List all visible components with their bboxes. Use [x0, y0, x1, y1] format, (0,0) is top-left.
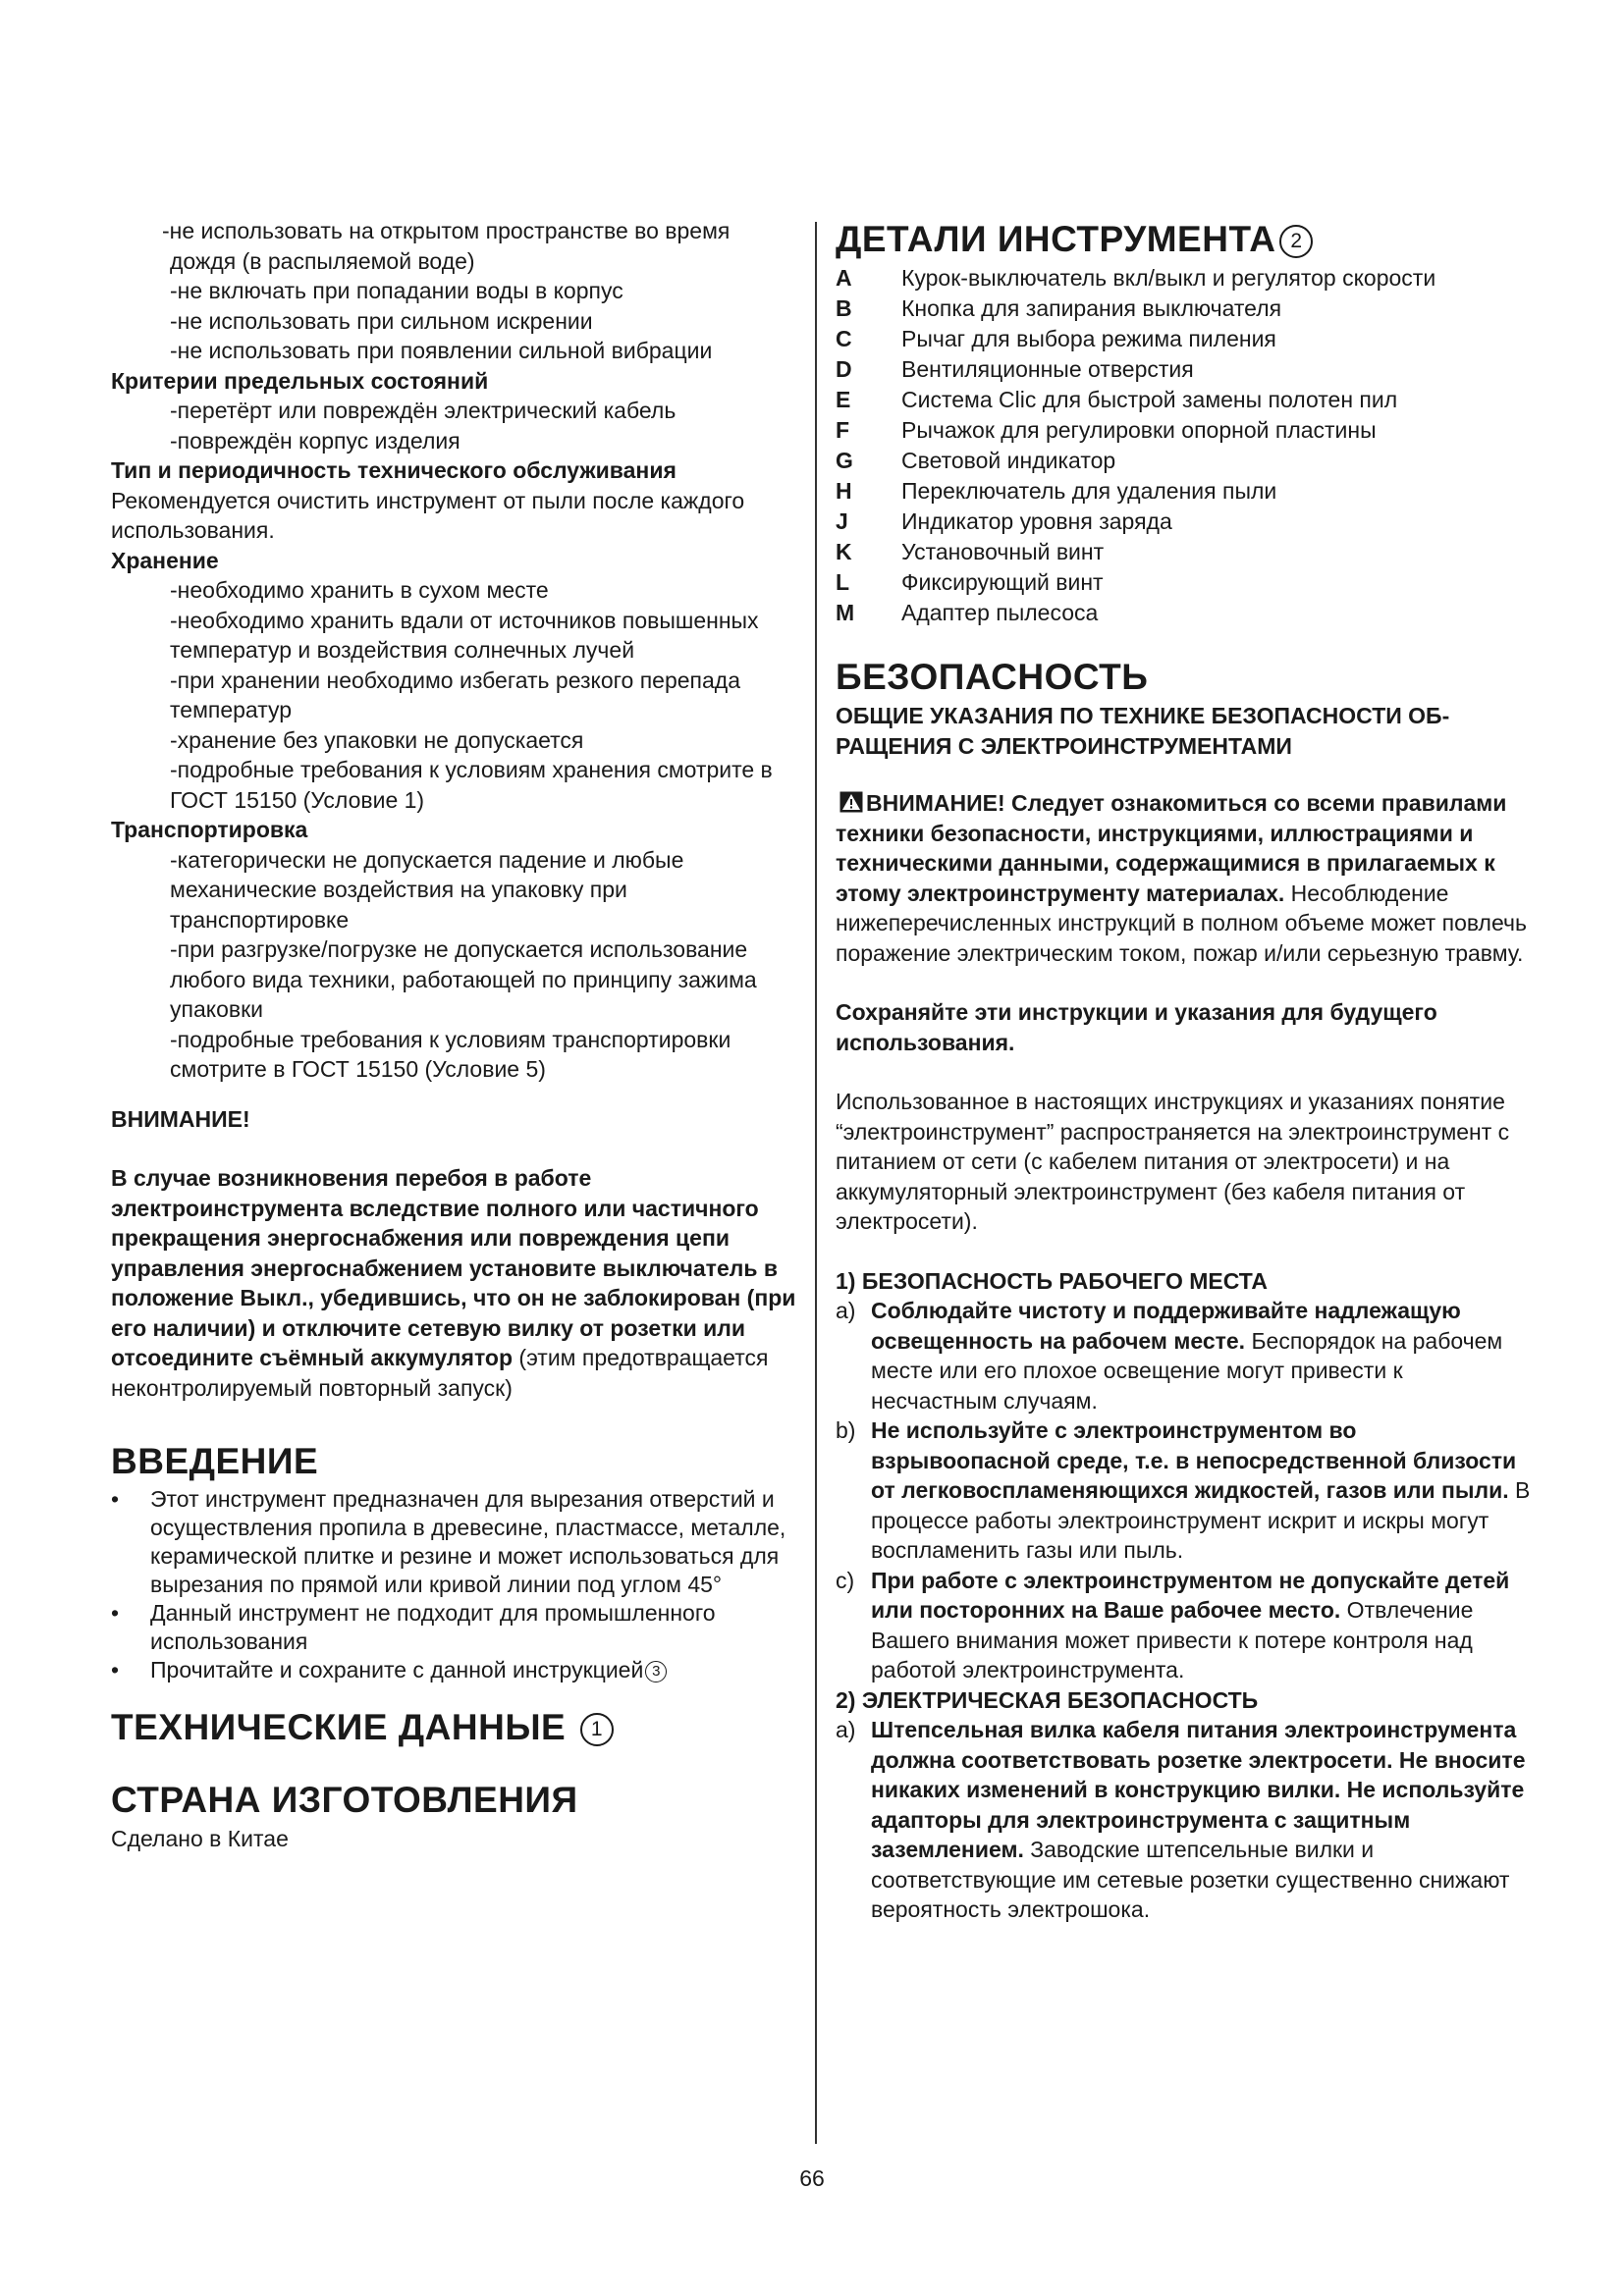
keep-instructions: Сохраняйте эти инструкции и указания для будущего использования.	[836, 999, 1437, 1055]
parts-heading	[836, 218, 1533, 261]
part-text: Курок-выключатель вкл/выкл и регулятор скорости	[901, 265, 1436, 291]
part-row	[836, 537, 1533, 567]
safety-heading: БЕЗОПАСНОСТЬ	[836, 657, 1149, 697]
intro-item-text: Этот инструмент предназначен для вырезания отверстий и осуществления пропила в древесине, пластмассе, металле, керамической плитке и резине и может использоваться для вырезания по прямой или кривой линии под углом 45°	[150, 1486, 786, 1597]
figure-ref-icon: 1	[580, 1713, 614, 1746]
term-definition: Использованное в настоящих инструкциях и указаниях понятие “электроинструмент” распространяется на электроинструмент с питанием от сети (с кабелем питания от электросети) и на аккумуляторный электроинструмент (без кабеля питания от электросети).	[836, 1089, 1510, 1234]
part-row	[836, 446, 1533, 476]
attention-bold: В случае возникновения перебоя в работе электроинструмента вследствие полного или частичного прекращения энергоснабжения или повреждения цепи управления энергоснабжением установите выключатель в положение Выкл., убедившись, что он не заблокирован (при его наличии) и отключите сетевую вилку от розетки или отсоедините съёмный аккумулятор	[111, 1165, 796, 1370]
part-text: Световой индикатор	[901, 448, 1116, 473]
part-row	[836, 354, 1533, 385]
part-letter: D	[836, 356, 852, 382]
part-text: Вентиляционные отверстия	[901, 356, 1194, 382]
intro-heading: ВВЕДЕНИЕ	[111, 1441, 319, 1481]
item-normal: В процессе работы электроинструмент искрит и искры могут воспламенить газы или пыль.	[871, 1477, 1531, 1563]
part-letter: H	[836, 478, 852, 504]
warning-triangle-icon	[839, 791, 863, 813]
limit-item: -повреждён корпус изделия	[170, 427, 460, 454]
storage-item: -подробные требования к условиям хранения смотрите в ГОСТ 15150 (Условие 1)	[170, 757, 773, 813]
tech-data-heading	[111, 1706, 798, 1749]
item-bold: При работе с электроинструментом не допускайте детей или посторонних на Ваше рабочее место.	[871, 1567, 1510, 1623]
warning-bold: ВНИМАНИЕ! Следует ознакомиться со всеми правилами техники безопасности, инструкциями, иллюстрациями и техническими данными, содержащимися в прилагаемых к этому электроинструменту материалах.	[836, 790, 1507, 906]
part-row	[836, 567, 1533, 598]
part-text: Система Clic для быстрой замены полотен пил	[901, 387, 1398, 412]
electrical-safety-heading: 2) ЭЛЕКТРИЧЕСКАЯ БЕЗОПАСНОСТЬ	[836, 1686, 1259, 1713]
usage-item: -не использовать при сильном искрении	[170, 307, 593, 334]
part-text: Адаптер пылесоса	[901, 600, 1099, 625]
safety-item	[836, 1296, 1533, 1415]
part-letter: F	[836, 417, 850, 443]
item-normal: Заводские штепсельные вилки и соответствующие им сетевые розетки существенно снижают вероятность электрошока.	[871, 1837, 1510, 1922]
storage-item: -хранение без упаковки не допускается	[170, 726, 584, 753]
storage-item: -необходимо хранить в сухом месте	[170, 577, 549, 603]
item-bold: Штепсельная вилка кабеля питания электроинструмента должна соответствовать розетке электросети. Не вносите никаких изменений в конструкцию вилки. Не используйте адапторы для электроинструмента с защитным заземлением.	[871, 1717, 1526, 1862]
item-normal: Беспорядок на рабочем месте или его плохое освещение могут привести к несчастным случаям.	[871, 1327, 1503, 1414]
figure-ref-icon: 3	[645, 1661, 667, 1682]
intro-item-text: Прочитайте и сохраните с данной инструкцией	[150, 1657, 644, 1682]
limit-heading: Критерии предельных состояний	[111, 367, 489, 394]
transport-heading: Транспортировка	[111, 817, 308, 842]
item-label: a)	[836, 1298, 856, 1323]
item-label: a)	[836, 1717, 856, 1742]
bullet-icon: •	[111, 1657, 120, 1682]
part-letter: G	[836, 448, 853, 473]
item-bold: Не используйте с электроинструментом во взрывоопасной среде, т.е. в непосредственной близости от легковоспламеняющихся жидкостей, газов или пыли.	[871, 1417, 1517, 1503]
transport-item: -подробные требования к условиям транспортировки смотрите в ГОСТ 15150 (Условие 5)	[170, 1026, 731, 1082]
part-text: Фиксирующий винт	[901, 569, 1104, 595]
part-letter: E	[836, 387, 851, 412]
part-text: Установочный винт	[901, 539, 1105, 564]
item-bold: Соблюдайте чистоту и поддерживайте надлежащую освещенность на рабочем месте.	[871, 1298, 1461, 1354]
part-row	[836, 263, 1533, 294]
bullet-icon: •	[111, 1486, 120, 1512]
workplace-safety-heading: 1) БЕЗОПАСНОСТЬ РАБОЧЕГО МЕСТА	[836, 1267, 1269, 1294]
part-row	[836, 294, 1533, 324]
parts-list	[836, 263, 1533, 628]
part-row	[836, 324, 1533, 354]
warning-normal: Несоблюдение нижеперечисленных инструкций в полном объеме может повлечь поражение электрическим током, пожар и/или серьезную травму.	[836, 880, 1527, 966]
transport-item: -при разгрузке/погрузке не допускается использование любого вида техники, работающей по принципу зажима упаковки	[170, 936, 757, 1022]
part-letter: B	[836, 295, 852, 321]
page-number: 66	[799, 2165, 825, 2191]
usage-item: -не использовать при появлении сильной вибрации	[170, 338, 713, 363]
usage-item: -не использовать на открытом пространстве во время дождя (в распыляемой воде)	[162, 218, 731, 274]
bullet-icon: •	[111, 1600, 120, 1626]
part-letter: A	[836, 265, 852, 291]
storage-item: -при хранении необходимо избегать резкого перепада температур	[170, 667, 740, 722]
part-row	[836, 415, 1533, 446]
intro-list	[111, 1485, 798, 1684]
part-text: Рычаг для выбора режима пиления	[901, 326, 1276, 351]
maintenance-heading: Тип и периодичность технического обслуживания	[111, 457, 677, 483]
intro-item	[111, 1599, 798, 1656]
country-heading: СТРАНА ИЗГОТОВЛЕНИЯ	[111, 1780, 578, 1820]
attention-normal: (этим предотвращается неконтролируемый повторный запуск)	[111, 1345, 769, 1401]
item-label: b)	[836, 1417, 856, 1443]
figure-ref-icon: 2	[1279, 225, 1313, 258]
country-text: Сделано в Китае	[111, 1826, 289, 1851]
safety-item	[836, 1415, 1533, 1566]
intro-item	[111, 1656, 798, 1684]
attention-heading: ВНИМАНИЕ!	[111, 1105, 250, 1132]
part-letter: M	[836, 600, 855, 625]
intro-item-text: Данный инструмент не подходит для промышленного использования	[150, 1600, 716, 1654]
part-text: Кнопка для запирания выключателя	[901, 295, 1282, 321]
part-letter: K	[836, 539, 852, 564]
part-row	[836, 507, 1533, 537]
attention-text	[111, 1163, 798, 1403]
item-label: c)	[836, 1567, 855, 1593]
part-row	[836, 476, 1533, 507]
general-safety-heading: ОБЩИЕ УКАЗАНИЯ ПО ТЕХНИКЕ БЕЗОПАСНОСТИ ОБ- РАЩЕНИЯ С ЭЛЕКТРОИНСТРУМЕНТАМИ	[836, 703, 1450, 759]
left-column	[111, 216, 798, 1854]
part-letter: L	[836, 569, 850, 595]
item-normal: Отвлечение Вашего внимания может привести к потере контроля над работой электроинструмента.	[871, 1597, 1474, 1682]
warning-paragraph	[836, 788, 1533, 968]
parts-title: ДЕТАЛИ ИНСТРУМЕНТА	[836, 219, 1276, 259]
intro-item	[111, 1485, 798, 1599]
limit-item: -перетёрт или повреждён электрический кабель	[170, 398, 677, 423]
tech-data-title: ТЕХНИЧЕСКИЕ ДАННЫЕ	[111, 1707, 567, 1747]
storage-heading: Хранение	[111, 547, 219, 573]
safety-item	[836, 1715, 1533, 1925]
maintenance-text: Рекомендуется очистить инструмент от пыли после каждого использования.	[111, 487, 745, 543]
transport-item: -категорически не допускается падение и любые механические воздействия на упаковку при транспортировке	[170, 846, 684, 933]
part-text: Рычажок для регулировки опорной пластины	[901, 417, 1377, 443]
storage-item: -необходимо хранить вдали от источников повышенных температур и воздействия солнечных лучей	[170, 607, 759, 663]
part-row	[836, 598, 1533, 628]
column-divider	[815, 222, 817, 2144]
part-letter: J	[836, 508, 848, 534]
part-text: Переключатель для удаления пыли	[901, 478, 1277, 504]
part-row	[836, 385, 1533, 415]
usage-item: -не включать при попадании воды в корпус	[170, 278, 623, 303]
safety-item	[836, 1566, 1533, 1685]
right-column	[836, 216, 1533, 1925]
part-text: Индикатор уровня заряда	[901, 508, 1172, 534]
part-letter: C	[836, 326, 852, 351]
